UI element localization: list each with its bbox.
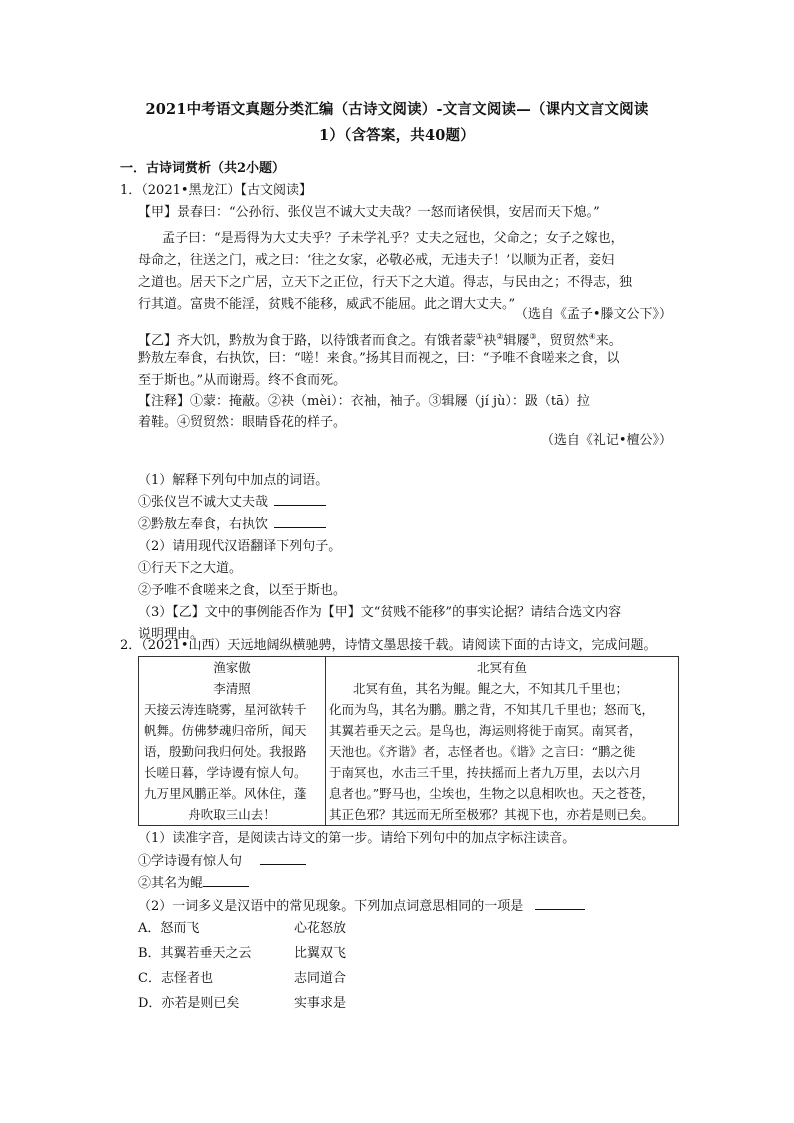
option-c[interactable]: C．志怪者也 [138,971,213,986]
q1-sub2: （2）请用现代汉语翻译下列句子。 [138,539,342,554]
answer-blank[interactable] [535,897,585,910]
prose-line: 于南冥也，水击三千里，抟扶摇而上者九万里，去以六月 [329,765,642,780]
q1-sub1: （1）解释下列句中加点的词语。 [138,473,329,488]
q1-sub3-line: 说明理由。 [138,627,204,642]
jia-text-line: 【甲】景春曰：“公孙衍、张仪岂不诚大丈夫哉？一怒而诸侯惧，安居而天下熄。” [138,205,600,220]
q1-sub3-line: （3）【乙】文中的事例能否作为【甲】文“贫贱不能移”的事实论据？请结合选文内容 [138,605,622,620]
answer-blank[interactable] [274,515,326,528]
jia-text-line: 母命之，往送之门，戒之曰：‘往之女家，必敬必戒，无违夫子！’以顺为正者，妾妇 [138,253,615,268]
poem-line: 语，殷勤问我归何处。我报路 [144,744,307,759]
poem-author: 李清照 [213,681,251,696]
jia-text-line: 行其道。富贵不能淫，贫贱不能移，威武不能屈。此之谓大丈夫。” [138,297,516,312]
q2-sub1: （1）读准字音，是阅读古诗文的第一步。请给下列句中的加点字标注读音。 [138,831,576,846]
option-b-compare: 比翼双飞 [294,946,347,961]
yi-text-line: 【乙】齐大饥，黔敖为食于路，以待饿者而食之。有饿者蒙①袂②辑屦③，贸贸然④来。 [138,332,622,349]
poem-title: 渔家傲 [213,660,251,675]
answer-blank[interactable] [274,493,326,506]
q2-sub1-item: ①学诗谩有惊人句 [138,851,306,873]
yi-text-line: 黔敖左奉食，右执饮，曰：“嗟！来食。”扬其目而视之，曰：“予唯不食嗟来之食，以 [138,351,620,366]
question-1-header: 1．（2021•黑龙江）【古文阅读】 [120,183,313,198]
option-c-compare: 志同道合 [294,971,347,986]
jia-text-line: 孟子曰：“是焉得为大丈夫乎？子未学礼乎？丈夫之冠也，父命之；女子之嫁也， [162,231,624,246]
yi-source: （选自《礼记•檀公》） [540,433,672,448]
section-heading: 一．古诗词赏析（共2小题） [120,161,286,176]
yi-text-line: 至于斯也。”从而谢焉。终不食而死。 [138,373,347,388]
prose-line: 其正色邪？其远而无所至极邪？其视下也，亦若是则已矣。 [329,807,655,822]
poem-line: 九万里风鹏正举。风休住，蓬 [144,786,307,801]
answer-blank[interactable] [203,874,249,887]
prose-line: 化而为鸟，其名为鹏。鹏之背，不知其几千里也；怒而飞， [329,702,655,717]
title-line-2: 1）（含答案，共40题） [319,127,475,144]
poem-line: 长嗟日暮，学诗谩有惊人句。 [144,765,307,780]
prose-title: 北冥有鱼 [476,660,527,675]
notes-line: 【注释】①蒙：掩蔽。②袂（mèi）：衣袖，袖子。③辑屦（jí jù）：趿（tā）拉 [138,394,590,409]
answer-blank[interactable] [260,852,306,865]
option-d[interactable]: D．亦若是则已矣 [138,996,240,1011]
document-title [100,97,694,149]
jia-text-line: 之道也。居天下之广居，立天下之正位，行天下之大道。得志，与民由之；不得志，独 [138,275,633,290]
poem-line: 天接云涛连晓雾，星河欲转千 [144,702,307,717]
q2-sub1-item: ②其名为鲲 [138,873,249,895]
q1-sub2-item: ②予唯不食嗟来之食，以至于斯也。 [138,583,347,598]
poem-line: 帆舞。仿佛梦魂归帝所，闻天 [144,723,307,738]
title-line-1: 2021中考语文真题分类汇编（古诗文阅读）-文言文阅读—（课内文言文阅读 [145,101,649,118]
prose-line: 北冥有鱼，其名为鲲。鲲之大，不知其几千里也； [353,681,629,696]
prose-line: 其翼若垂天之云。是鸟也，海运则将徙于南冥。南冥者， [329,723,642,738]
q1-sub2-item: ①行天下之大道。 [138,561,243,576]
question-2-header: 2．（2021•山西）天远地阔纵横驰骋，诗情文墨思接千载。请阅读下面的古诗文，完成问题。 [120,638,657,653]
option-a[interactable]: A．怒而飞 [138,921,200,936]
option-d-compare: 实事求是 [294,996,347,1011]
q2-sub2: （2）一词多义是汉语中的常见现象。下列加点词意思相同的一项是 [138,896,585,918]
notes-line: 着鞋。④贸贸然：眼睛昏花的样子。 [138,415,347,430]
prose-line: 天池也。《齐谐》者，志怪者也。《谐》之言曰：“鹏之徙 [329,744,636,759]
option-a-compare: 心花怒放 [294,921,347,936]
q1-sub1-item: ②黔敖左奉食，右执饮 [138,514,326,536]
jia-source: （选自《孟子•滕文公下》） [514,307,672,322]
q1-sub1-item: ①张仪岂不诚大丈夫哉 [138,492,326,514]
prose-line: 息者也。”野马也，尘埃也，生物之以息相吹也。天之苍苍， [329,786,655,801]
option-b[interactable]: B．其翼若垂天之云 [138,946,252,961]
poem-table [138,656,679,826]
poem-line: 舟吹取三山去！ [188,807,276,822]
